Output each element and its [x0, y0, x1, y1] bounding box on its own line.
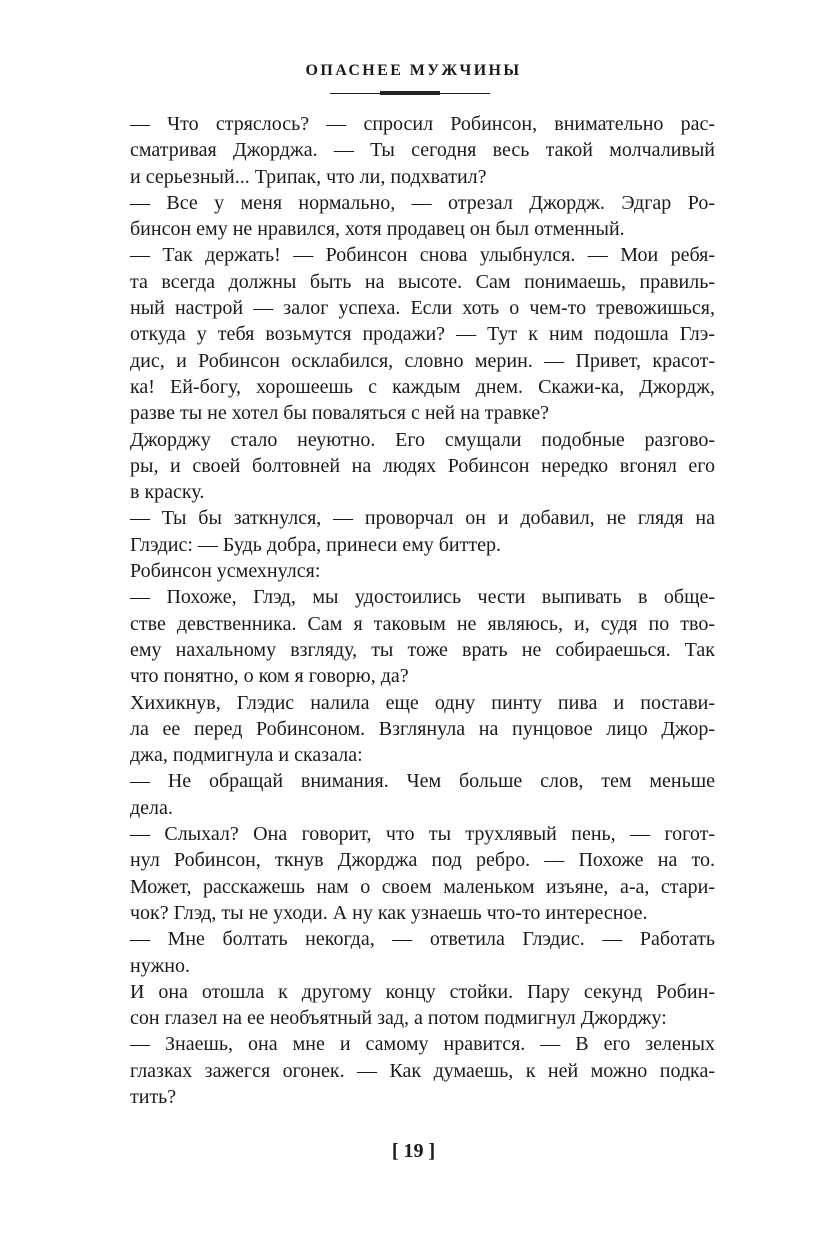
text-line: — Все у меня нормально, — отрезал Джордж. Эдгар Ро-	[130, 191, 715, 214]
text-line: Джорджу стало неуютно. Его смущали подобные разгово-	[130, 428, 715, 451]
text-line: ла ее перед Робинсоном. Взглянула на пунцовое лицо Джор-	[130, 717, 715, 740]
text-line: ры, и своей болтовней на людях Робинсон нередко вгонял его	[130, 454, 715, 477]
text-line: — Знаешь, она мне и самому нравится. — В его зеленых	[130, 1033, 715, 1056]
text-line: в краску.	[130, 481, 205, 504]
text-line: — Что стряслось? — спросил Робинсон, внимательно рас-	[130, 113, 715, 135]
text-line: ный настрой — залог успеха. Если хоть о чем-то тревожишься,	[130, 297, 715, 320]
page-number: [ 19 ]	[391, 1140, 436, 1162]
text-line: откуда у тебя возьмутся продажи? — Тут к ним подошла Глэ-	[130, 323, 715, 346]
text-line: Может, расскажешь нам о своем маленьком изъяне, а-а, стари-	[130, 875, 715, 898]
text-line: что понятно, о ком я говорю, да?	[130, 665, 409, 688]
text-line: И она отошла к другому концу стойки. Пару секунд Робин-	[130, 980, 715, 1003]
text-line: — Не обращай внимания. Чем больше слов, тем меньше	[130, 770, 715, 793]
text-line: Глэдис: — Будь добра, принеси ему биттер.	[130, 533, 501, 556]
text-line: та всегда должны быть на высоте. Сам понимаешь, правиль-	[130, 270, 715, 293]
text-line: дела.	[130, 796, 173, 819]
text-line: нужно.	[130, 954, 190, 977]
text-line: ему нахальному взгляду, ты тоже врать не собираешься. Так	[130, 638, 715, 661]
body-text	[130, 111, 715, 1110]
text-line: стве девственника. Сам я таковым не являюсь, и, судя по тво-	[130, 612, 715, 635]
text-line: дис, и Робинсон осклабился, словно мерин. — Привет, красот-	[130, 349, 715, 372]
text-line: джа, подмигнула и сказала:	[130, 744, 363, 767]
text-line: сматривая Джорджа. — Ты сегодня весь такой молчаливый	[130, 139, 715, 162]
text-line: глазках зажегся огонек. — Как думаешь, к ней можно подка-	[130, 1059, 715, 1082]
text-line: тить?	[130, 1085, 177, 1108]
text-line: бинсон ему не нравился, хотя продавец он был отменный.	[130, 218, 625, 241]
header-rule-accent	[380, 91, 440, 95]
text-line: — Слыхал? Она говорит, что ты трухлявый пень, — гогот-	[130, 823, 715, 846]
text-line: — Похоже, Глэд, мы удостоились чести выпивать в обще-	[130, 586, 715, 609]
running-header-title: ОПАСНЕЕ МУЖЧИНЫ	[305, 62, 522, 79]
text-line: и серьезный... Трипак, что ли, подхватил?	[130, 165, 487, 188]
text-line: ка! Ей-богу, хорошеешь с каждым днем. Скажи-ка, Джордж,	[130, 375, 715, 398]
text-line: — Так держать! — Робинсон снова улыбнулся. — Мои ребя-	[130, 244, 715, 267]
text-line: — Ты бы заткнулся, — проворчал он и добавил, не глядя на	[130, 507, 715, 530]
text-line: нул Робинсон, ткнув Джорджа под ребро. — Похоже на то.	[130, 849, 715, 872]
text-line: Робинсон усмехнулся:	[130, 560, 321, 583]
text-line: — Мне болтать некогда, — ответила Глэдис. — Работать	[130, 928, 715, 951]
text-line: Хихикнув, Глэдис налила еще одну пинту пива и постави-	[130, 691, 715, 714]
text-line: сон глазел на ее необъятный зад, а потом подмигнул Джорджу:	[130, 1007, 667, 1030]
text-line: разве ты не хотел бы поваляться с ней на травке?	[130, 402, 549, 425]
text-line: чок? Глэд, ты не уходи. А ну как узнаешь что-то интересное.	[130, 901, 648, 924]
